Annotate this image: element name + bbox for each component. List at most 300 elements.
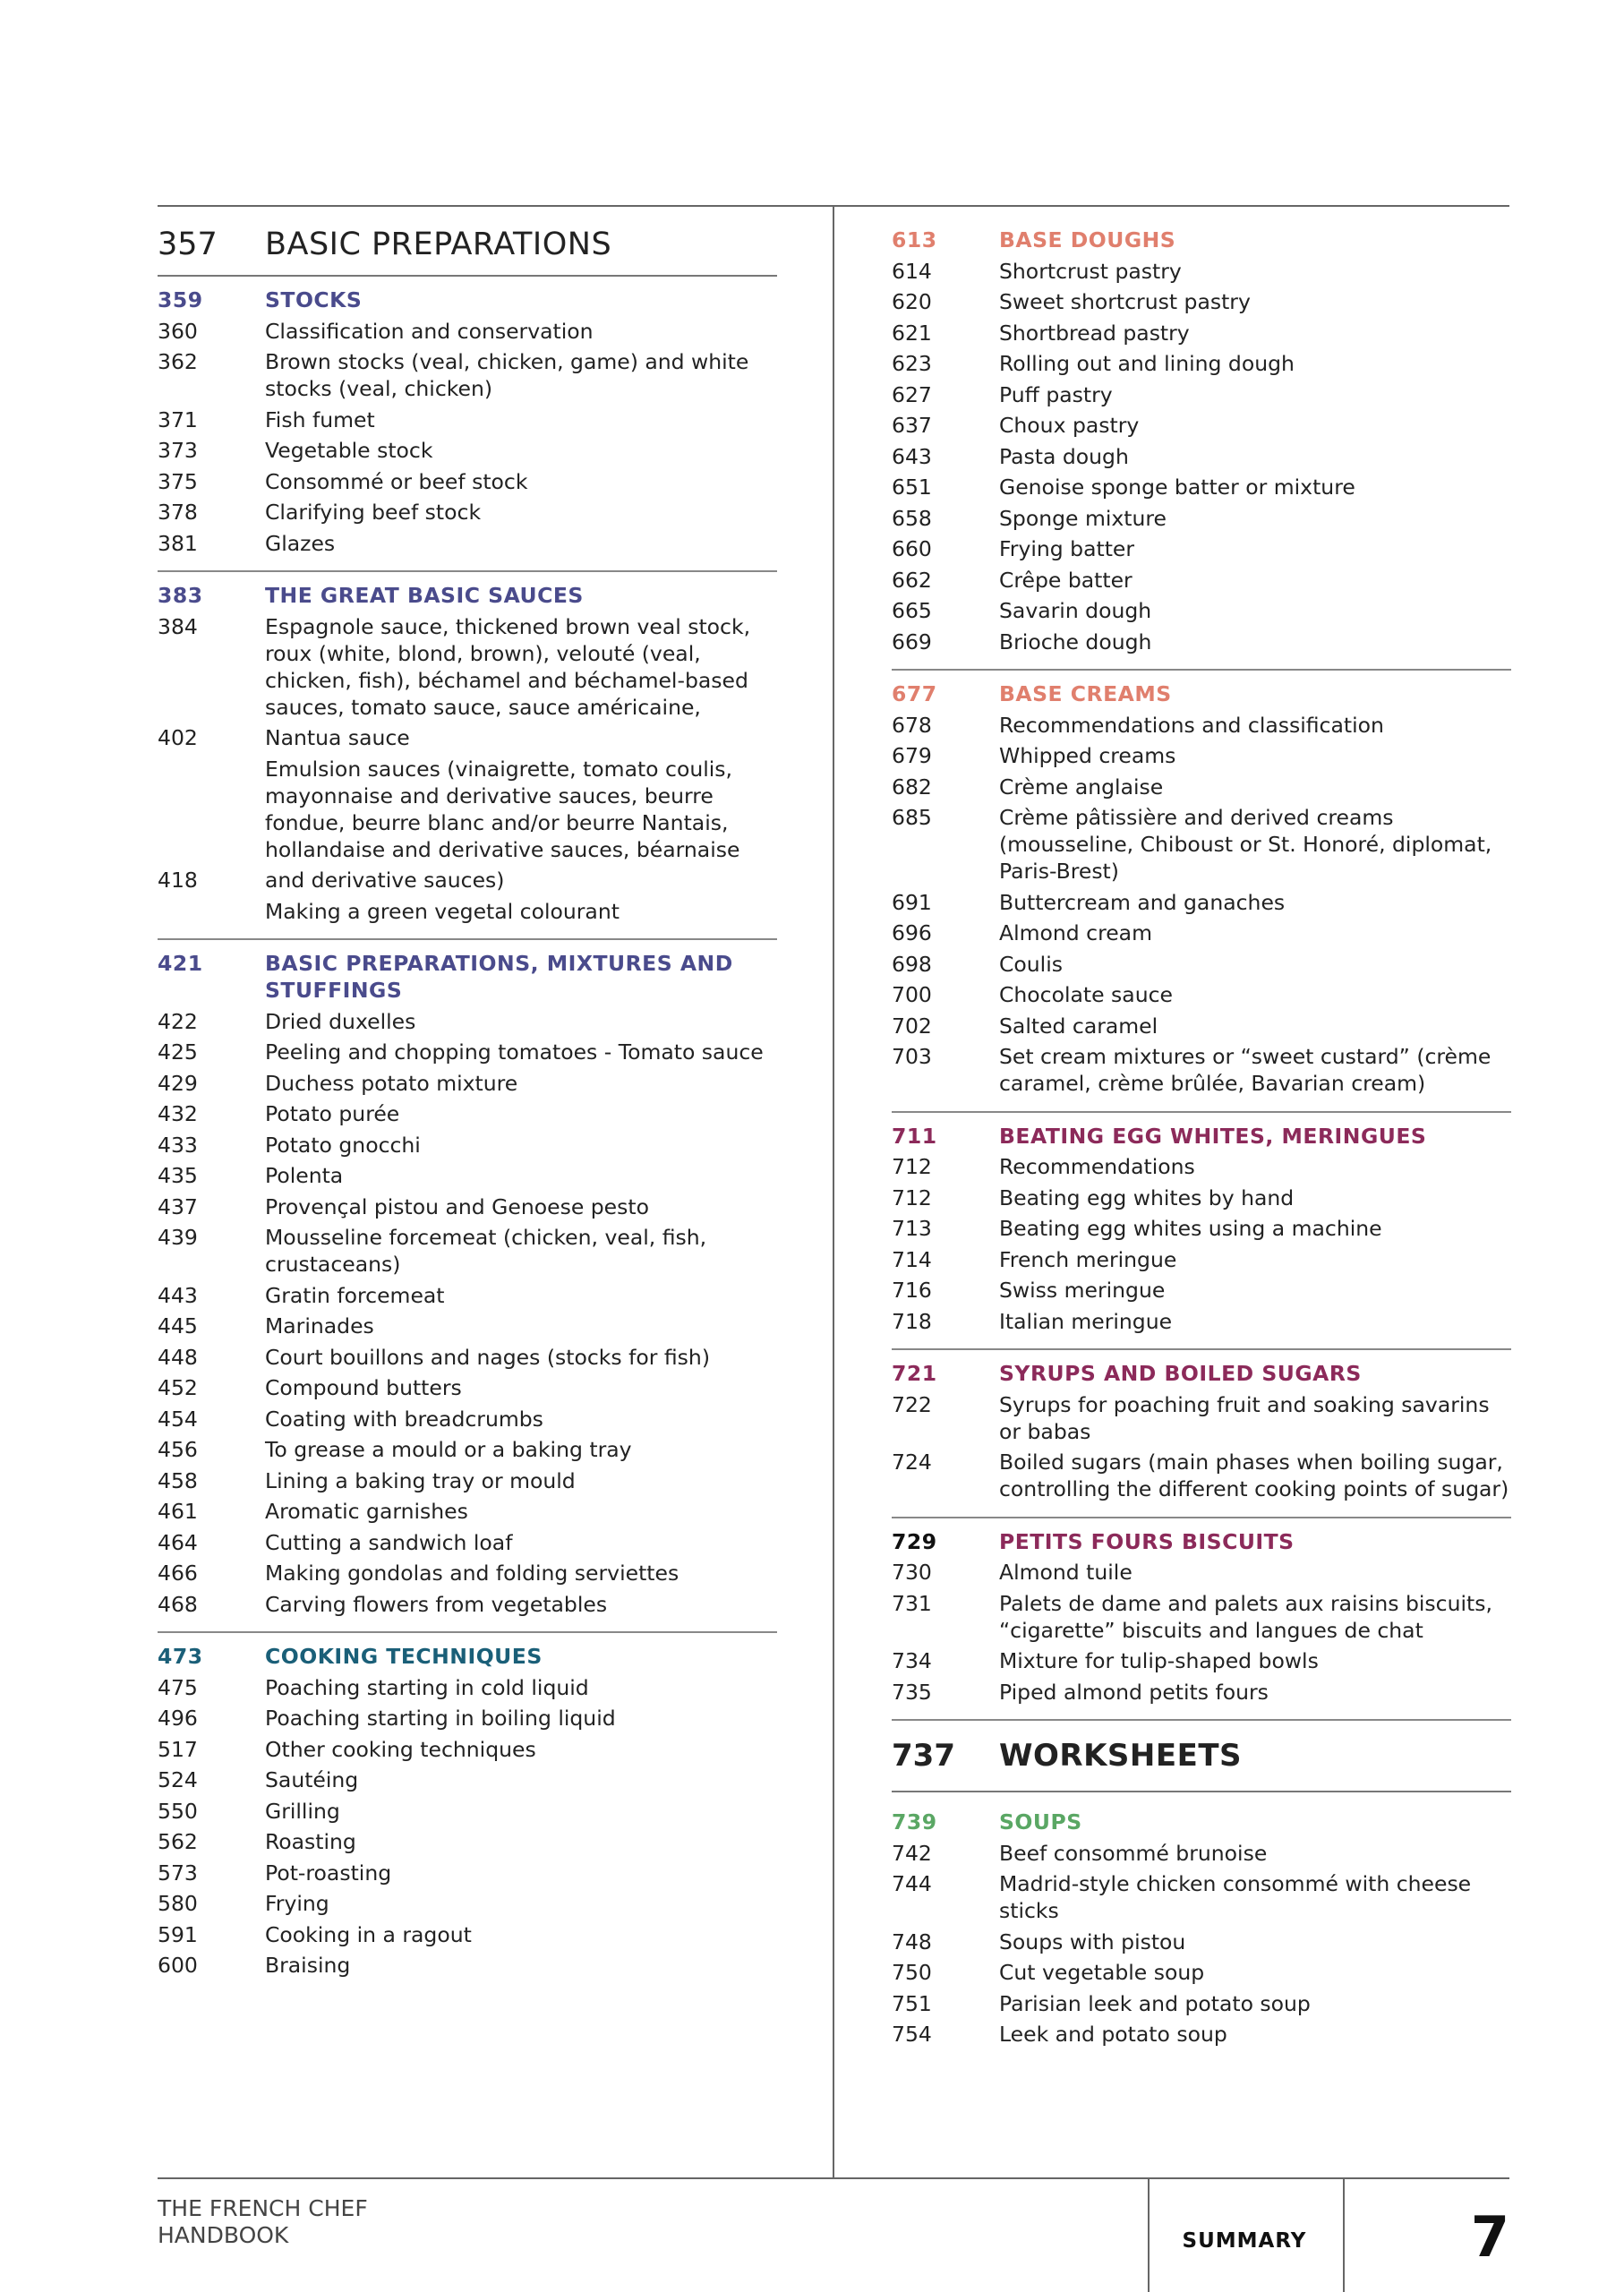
toc-entry-page: 458 [158, 1467, 198, 1493]
toc-entry [158, 1952, 777, 1979]
toc-entry [158, 613, 777, 721]
toc-entry-title: Leek and potato soup [999, 2022, 1227, 2047]
toc-entry-title: Compound butters [265, 1375, 462, 1400]
toc-entry-page: 435 [158, 1163, 198, 1188]
toc-entry [158, 1344, 777, 1371]
toc-entry-page: 443 [158, 1282, 198, 1308]
toc-entry-title: Carving flowers from vegetables [265, 1591, 608, 1617]
toc-entry-page: 621 [892, 320, 932, 346]
toc-entry [892, 567, 1511, 594]
section-heading [158, 582, 777, 609]
toc-entry [892, 1246, 1511, 1273]
toc-entry-title: Provençal pistou and Genoese pesto [265, 1193, 649, 1219]
toc-entry-page: 722 [892, 1391, 932, 1417]
toc-entry-title: Shortcrust pastry [999, 258, 1182, 284]
toc-entry-page: 448 [158, 1344, 198, 1370]
toc-entry-page: 378 [158, 500, 198, 525]
toc-entry-page: 429 [158, 1070, 198, 1096]
toc-entry-title: and derivative sauces) [265, 868, 505, 893]
toc-entry-page: 724 [892, 1450, 932, 1475]
toc-entry-title: Shortbread pastry [999, 320, 1190, 346]
section-heading-title: BASE DOUGHS [999, 227, 1176, 252]
toc-entry [892, 742, 1511, 769]
toc-entry-title: Choux pastry [999, 413, 1140, 438]
section-stocks [158, 277, 777, 572]
section-heading-title: BEATING EGG WHITES, MERINGUES [999, 1123, 1427, 1149]
toc-entry-title: French meringue [999, 1246, 1177, 1272]
toc-entry [158, 1100, 777, 1127]
section-heading [158, 1643, 777, 1670]
toc-entry-title: Clarifying beef stock [265, 500, 482, 525]
toc-entry-page: 475 [158, 1674, 198, 1700]
worksheets-part-header [892, 1721, 1511, 1792]
toc-entry-title: Peeling and chopping tomatoes - Tomato sauce [265, 1039, 764, 1065]
part-title: WORKSHEETS [999, 1738, 1243, 1774]
toc-entry-title: Gratin forcemeat [265, 1282, 445, 1308]
toc-entry [158, 1374, 777, 1401]
toc-entry-page: 466 [158, 1561, 198, 1586]
toc-entry [892, 804, 1511, 885]
section-meringues [892, 1113, 1511, 1351]
book-title-line-2: HANDBOOK [158, 2222, 289, 2248]
toc-entry [158, 1798, 777, 1825]
toc-entry [892, 1559, 1511, 1586]
toc-entry-page: 454 [158, 1406, 198, 1432]
toc-entry-page: 381 [158, 530, 198, 556]
toc-entry-title: Italian meringue [999, 1308, 1173, 1334]
toc-entry-title: Emulsion sauces (vinaigrette, tomato coulis, mayonnaise and derivative sauces, beurre fondue, beurre blanc and/or beurre Nantais, hollandaise and derivative sauces, béarnaise [265, 756, 740, 862]
toc-entry [158, 318, 777, 345]
toc-entry-title: Crème anglaise [999, 774, 1164, 800]
toc-entry-title: Court bouillons and nages (stocks for fish) [265, 1344, 710, 1370]
toc-entry-page: 550 [158, 1798, 198, 1824]
toc-entry-page: 716 [892, 1278, 932, 1303]
section-heading-title: BASIC PREPARATIONS, MIXTURES AND STUFFINGS [265, 951, 733, 1003]
toc-entry [158, 1560, 777, 1586]
toc-entry-page: 660 [892, 536, 932, 561]
toc-entry [158, 499, 777, 526]
left-column [158, 205, 777, 1993]
toc-entry-title: Vegetable stock [265, 438, 433, 463]
toc-entry-title: Brioche dough [999, 629, 1152, 654]
toc-entry-page: 461 [158, 1499, 198, 1524]
toc-entry-title: Espagnole sauce, thickened brown veal stock, roux (white, blond, brown), velouté (veal, chicken, fish), béchamel and béchamel-based sauces, tomato sauce, sauce américaine, [265, 613, 751, 720]
toc-entry-page: 696 [892, 920, 932, 945]
toc-entry-title: Making a green vegetal colourant [265, 898, 620, 924]
section-basic-preparations-mixtures [158, 940, 777, 1633]
toc-entry [158, 1224, 777, 1278]
toc-entry [892, 1308, 1511, 1335]
part-number: 737 [892, 1738, 955, 1774]
toc-entry [892, 1184, 1511, 1211]
toc-entry-title: Crème pâtissière and derived creams (mousseline, Chiboust or St. Honoré, diplomat, Paris-Brest) [999, 805, 1492, 884]
toc-entry-page: 433 [158, 1132, 198, 1158]
toc-entry-title: Soups with pistou [999, 1929, 1186, 1954]
toc-entry [892, 1647, 1511, 1674]
section-heading-title: COOKING TECHNIQUES [265, 1644, 543, 1669]
toc-entry-title: Roasting [265, 1829, 356, 1854]
toc-entry-page: 439 [158, 1225, 198, 1250]
toc-entry-page: 734 [892, 1648, 932, 1673]
toc-entry [892, 1391, 1511, 1445]
section-cooking-techniques [158, 1633, 777, 1993]
toc-entry-page: 703 [892, 1044, 932, 1069]
toc-entry-title: Set cream mixtures or “sweet custard” (crème caramel, crème brûlée, Bavarian cream) [999, 1044, 1492, 1096]
section-heading-page: 421 [158, 951, 203, 976]
section-base-doughs [892, 205, 1511, 671]
toc-entry-title: Classification and conservation [265, 318, 594, 344]
toc-entry-page: 452 [158, 1375, 198, 1400]
toc-entry-page [158, 898, 265, 925]
section-heading-page: 739 [892, 1809, 937, 1834]
toc-entry [158, 1705, 777, 1732]
toc-entry [892, 412, 1511, 439]
section-heading-title: BASE CREAMS [999, 681, 1172, 706]
toc-entry [158, 1313, 777, 1339]
toc-entry [892, 1929, 1511, 1955]
toc-entry-page: 662 [892, 567, 932, 593]
toc-entry-page: 682 [892, 774, 932, 800]
section-heading-page: 729 [892, 1528, 937, 1554]
toc-entry-title: Cut vegetable soup [999, 1960, 1205, 1985]
section-heading-page: 473 [158, 1644, 203, 1669]
toc-entry-page: 665 [892, 598, 932, 623]
column-divider [833, 205, 834, 2177]
toc-entry-page: 678 [892, 712, 932, 738]
section-heading [892, 1528, 1511, 1555]
toc-entry-page: 496 [158, 1706, 198, 1731]
toc-entry-title: Other cooking techniques [265, 1736, 536, 1762]
toc-entry-page: 691 [892, 889, 932, 915]
toc-entry [892, 443, 1511, 470]
toc-entry-title: Fish fumet [265, 406, 375, 432]
toc-entry-page: 402 [158, 725, 198, 750]
toc-entry-page: 685 [892, 805, 932, 830]
toc-entry-title: Almond tuile [999, 1560, 1133, 1585]
toc-entry [158, 1467, 777, 1494]
section-heading-page: 721 [892, 1361, 937, 1386]
toc-entry-page: 362 [158, 349, 198, 374]
toc-entry-page: 712 [892, 1154, 932, 1179]
toc-entry-page: 643 [892, 443, 932, 469]
toc-entry-title: Piped almond petits fours [999, 1679, 1269, 1705]
toc-entry-title: Mousseline forcemeat (chicken, veal, fish, crustaceans) [265, 1225, 707, 1277]
toc-entry [158, 1828, 777, 1855]
toc-entry-title: Grilling [265, 1798, 340, 1824]
toc-entry-page: 517 [158, 1736, 198, 1762]
book-title [158, 2195, 368, 2249]
toc-entry-page: 754 [892, 2022, 932, 2047]
toc-entry [892, 381, 1511, 408]
toc-entry-title: Almond cream [999, 920, 1152, 945]
toc-entry [158, 1498, 777, 1525]
toc-entry [158, 1406, 777, 1432]
toc-entry-title: Coating with breadcrumbs [265, 1406, 543, 1432]
toc-entry-title: Buttercream and ganaches [999, 889, 1286, 915]
toc-entry-title: Braising [265, 1953, 351, 1978]
section-base-creams [892, 671, 1511, 1113]
toc-entry [158, 1674, 777, 1701]
toc-entry-page: 627 [892, 381, 932, 407]
toc-entry-title: Recommendations [999, 1154, 1195, 1179]
toc-entry-page: 718 [892, 1308, 932, 1334]
toc-entry-title: Marinades [265, 1313, 374, 1338]
toc-entry [892, 535, 1511, 562]
section-heading-title: STOCKS [265, 287, 363, 312]
toc-entry-page: 524 [158, 1767, 198, 1792]
toc-entry [158, 1766, 777, 1793]
toc-entry [892, 288, 1511, 315]
toc-entry-page: 445 [158, 1313, 198, 1338]
toc-entry [892, 629, 1511, 655]
toc-entry [892, 981, 1511, 1008]
toc-entry-page: 748 [892, 1929, 932, 1954]
toc-entry-page: 714 [892, 1246, 932, 1272]
toc-entry-page: 464 [158, 1529, 198, 1555]
toc-entry [892, 1840, 1511, 1867]
toc-entry [892, 1013, 1511, 1039]
toc-entry-title: Rolling out and lining dough [999, 351, 1295, 376]
section-heading-title: THE GREAT BASIC SAUCES [265, 583, 584, 608]
toc-entry-title: Pasta dough [999, 443, 1129, 469]
toc-entry-title: Madrid-style chicken consommé with cheese sticks [999, 1871, 1472, 1923]
section-heading-page: 383 [158, 583, 203, 608]
section-heading-title: SOUPS [999, 1809, 1082, 1834]
toc-entry [892, 320, 1511, 346]
toc-entry-page: 468 [158, 1591, 198, 1617]
toc-entry [158, 468, 777, 495]
toc-entry-page: 437 [158, 1193, 198, 1219]
right-column [892, 205, 1511, 2062]
toc-entry-page: 735 [892, 1679, 932, 1705]
toc-entry [892, 1679, 1511, 1706]
toc-entry [158, 867, 777, 894]
toc-entry [892, 1449, 1511, 1502]
toc-entry-page: 580 [158, 1891, 198, 1916]
toc-entry-title: Duchess potato mixture [265, 1070, 518, 1096]
toc-entry [158, 724, 777, 751]
section-heading-title: SYRUPS AND BOILED SUGARS [999, 1361, 1362, 1386]
toc-entry-page: 614 [892, 258, 932, 284]
toc-entry [158, 1193, 777, 1220]
toc-entry-title: Cooking in a ragout [265, 1921, 472, 1947]
toc-entry [158, 1039, 777, 1065]
toc-entry-page: 658 [892, 505, 932, 531]
toc-entry-title: Mixture for tulip-shaped bowls [999, 1648, 1319, 1673]
toc-entry-title: Swiss meringue [999, 1278, 1166, 1303]
section-heading-title: PETITS FOURS BISCUITS [999, 1528, 1295, 1554]
toc-entry-title: Puff pastry [999, 381, 1113, 407]
toc-entry-title: Poaching starting in cold liquid [265, 1674, 589, 1700]
section-soups [892, 1792, 1511, 2062]
toc-entry [158, 1132, 777, 1159]
toc-entry-title: Parisian leek and potato soup [999, 1990, 1311, 2016]
toc-entry-page: 422 [158, 1008, 198, 1034]
section-heading [158, 286, 777, 313]
toc-entry-page: 360 [158, 318, 198, 344]
toc-entry [158, 348, 777, 402]
toc-entry-title: Brown stocks (veal, chicken, game) and white stocks (veal, chicken) [265, 349, 749, 401]
toc-entry [892, 1590, 1511, 1644]
toc-entry-title: Savarin dough [999, 598, 1152, 623]
book-title-line-1: THE FRENCH CHEF [158, 2195, 368, 2221]
toc-entry-page: 620 [892, 289, 932, 314]
toc-entry-title: Sautéing [265, 1767, 359, 1792]
toc-entry [892, 919, 1511, 946]
toc-entry-page: 562 [158, 1829, 198, 1854]
section-heading [892, 1123, 1511, 1150]
section-heading-page: 359 [158, 287, 203, 312]
section-heading-page: 711 [892, 1123, 937, 1149]
part-number: 357 [158, 227, 218, 262]
toc-entry [158, 1436, 777, 1463]
toc-entry [892, 774, 1511, 800]
toc-entry [892, 1277, 1511, 1304]
toc-entry-title: Sponge mixture [999, 505, 1167, 531]
toc-entry-title: Frying batter [999, 536, 1135, 561]
toc-entry [158, 1921, 777, 1948]
toc-entry-page: 731 [892, 1590, 932, 1616]
toc-entry-title: Frying [265, 1891, 329, 1916]
toc-entry [158, 1591, 777, 1618]
toc-entry [892, 474, 1511, 500]
toc-entry-page: 375 [158, 468, 198, 494]
toc-entry-title: Making gondolas and folding serviettes [265, 1561, 680, 1586]
page-number: 7 [1470, 2204, 1509, 2270]
toc-entry-page: 600 [158, 1953, 198, 1978]
toc-entry-title: Dried duxelles [265, 1008, 416, 1034]
toc-entry [892, 1990, 1511, 2017]
toc-entry [158, 1282, 777, 1309]
section-heading-page: 677 [892, 681, 937, 706]
toc-entry-page: 591 [158, 1921, 198, 1947]
toc-entry [158, 1162, 777, 1189]
toc-entry [158, 437, 777, 464]
section-syrups [892, 1350, 1511, 1518]
section-petits-fours [892, 1518, 1511, 1722]
toc-entry-title: Cutting a sandwich loaf [265, 1529, 513, 1555]
section-heading [892, 227, 1511, 253]
toc-entry-title: Sweet shortcrust pastry [999, 289, 1251, 314]
toc-entry [158, 898, 777, 925]
toc-entry [158, 756, 777, 863]
toc-entry [158, 1860, 777, 1886]
toc-entry [158, 1890, 777, 1917]
toc-entry-title: Genoise sponge batter or mixture [999, 475, 1355, 500]
toc-entry-page: 700 [892, 982, 932, 1007]
toc-entry-page: 418 [158, 868, 198, 893]
toc-entry [892, 258, 1511, 285]
toc-entry-page [158, 756, 265, 863]
part-title: BASIC PREPARATIONS [265, 227, 612, 262]
footer-section-label: SUMMARY [1182, 2229, 1307, 2253]
toc-entry-page: 713 [892, 1216, 932, 1241]
toc-entry-title: Glazes [265, 530, 336, 556]
toc-entry-title: Potato gnocchi [265, 1132, 421, 1158]
toc-entry [892, 350, 1511, 377]
toc-entry-title: Palets de dame and palets aux raisins biscuits, “cigarette” biscuits and langues de chat [999, 1590, 1492, 1643]
toc-entry [892, 889, 1511, 916]
toc-entry-page: 669 [892, 629, 932, 654]
section-heading [158, 950, 777, 1004]
toc-entry-title: Syrups for poaching fruit and soaking savarins or babas [999, 1391, 1490, 1444]
toc-entry-title: To grease a mould or a baking tray [265, 1437, 632, 1462]
toc-entry-title: Whipped creams [999, 743, 1176, 768]
toc-entry-page: 750 [892, 1960, 932, 1985]
toc-entry [892, 1959, 1511, 1986]
toc-entry-title: Coulis [999, 951, 1063, 977]
toc-entry-page: 698 [892, 951, 932, 977]
toc-entry-page: 384 [158, 613, 198, 639]
toc-entry-title: Chocolate sauce [999, 982, 1173, 1007]
toc-entry [158, 1529, 777, 1556]
toc-entry-title: Nantua sauce [265, 725, 410, 750]
toc-entry [892, 1215, 1511, 1242]
toc-entry-title: Poaching starting in boiling liquid [265, 1706, 616, 1731]
section-heading-page: 613 [892, 227, 937, 252]
toc-entry [892, 712, 1511, 739]
toc-entry-page: 712 [892, 1184, 932, 1210]
section-heading [892, 1360, 1511, 1387]
toc-entry-title: Beating egg whites using a machine [999, 1216, 1382, 1241]
toc-entry [892, 1153, 1511, 1180]
toc-entry [158, 406, 777, 433]
toc-entry-title: Crêpe batter [999, 567, 1133, 593]
toc-entry-title: Beating egg whites by hand [999, 1184, 1295, 1210]
toc-entry-title: Recommendations and classification [999, 712, 1384, 738]
toc-entry-title: Pot-roasting [265, 1860, 392, 1886]
toc-entry-page: 637 [892, 413, 932, 438]
toc-entry-page: 679 [892, 743, 932, 768]
toc-entry-page: 432 [158, 1101, 198, 1126]
toc-entry-page: 623 [892, 351, 932, 376]
toc-entry-page: 744 [892, 1871, 932, 1896]
part-header [158, 205, 777, 277]
toc-entry-page: 371 [158, 406, 198, 432]
toc-entry-title: Consommé or beef stock [265, 468, 528, 494]
toc-entry-title: Salted caramel [999, 1013, 1158, 1039]
toc-entry [158, 530, 777, 557]
toc-entry [892, 951, 1511, 978]
toc-entry [892, 1043, 1511, 1097]
toc-entry-title: Beef consommé brunoise [999, 1840, 1268, 1866]
toc-entry-page: 742 [892, 1840, 932, 1866]
toc-entry-page: 702 [892, 1013, 932, 1039]
toc-entry [892, 597, 1511, 624]
toc-entry [158, 1008, 777, 1035]
toc-entry-page: 751 [892, 1990, 932, 2016]
toc-entry-page: 456 [158, 1437, 198, 1462]
toc-entry-title: Lining a baking tray or mould [265, 1467, 576, 1493]
toc-entry [892, 505, 1511, 532]
toc-entry-page: 425 [158, 1039, 198, 1065]
toc-entry-page: 651 [892, 475, 932, 500]
toc-entry [158, 1736, 777, 1763]
toc-entry-page: 573 [158, 1860, 198, 1886]
toc-entry-title: Potato purée [265, 1101, 400, 1126]
toc-entry [892, 2021, 1511, 2048]
section-great-basic-sauces [158, 572, 777, 940]
section-heading [892, 1809, 1511, 1835]
toc-entry [892, 1870, 1511, 1924]
toc-entry-title: Aromatic garnishes [265, 1499, 468, 1524]
toc-entry-title: Boiled sugars (main phases when boiling sugar, controlling the different cooking points of sugar) [999, 1450, 1509, 1501]
toc-entry-page: 730 [892, 1560, 932, 1585]
toc-entry-title: Polenta [265, 1163, 344, 1188]
toc-entry [158, 1070, 777, 1097]
section-heading [892, 680, 1511, 707]
toc-entry-page: 373 [158, 438, 198, 463]
